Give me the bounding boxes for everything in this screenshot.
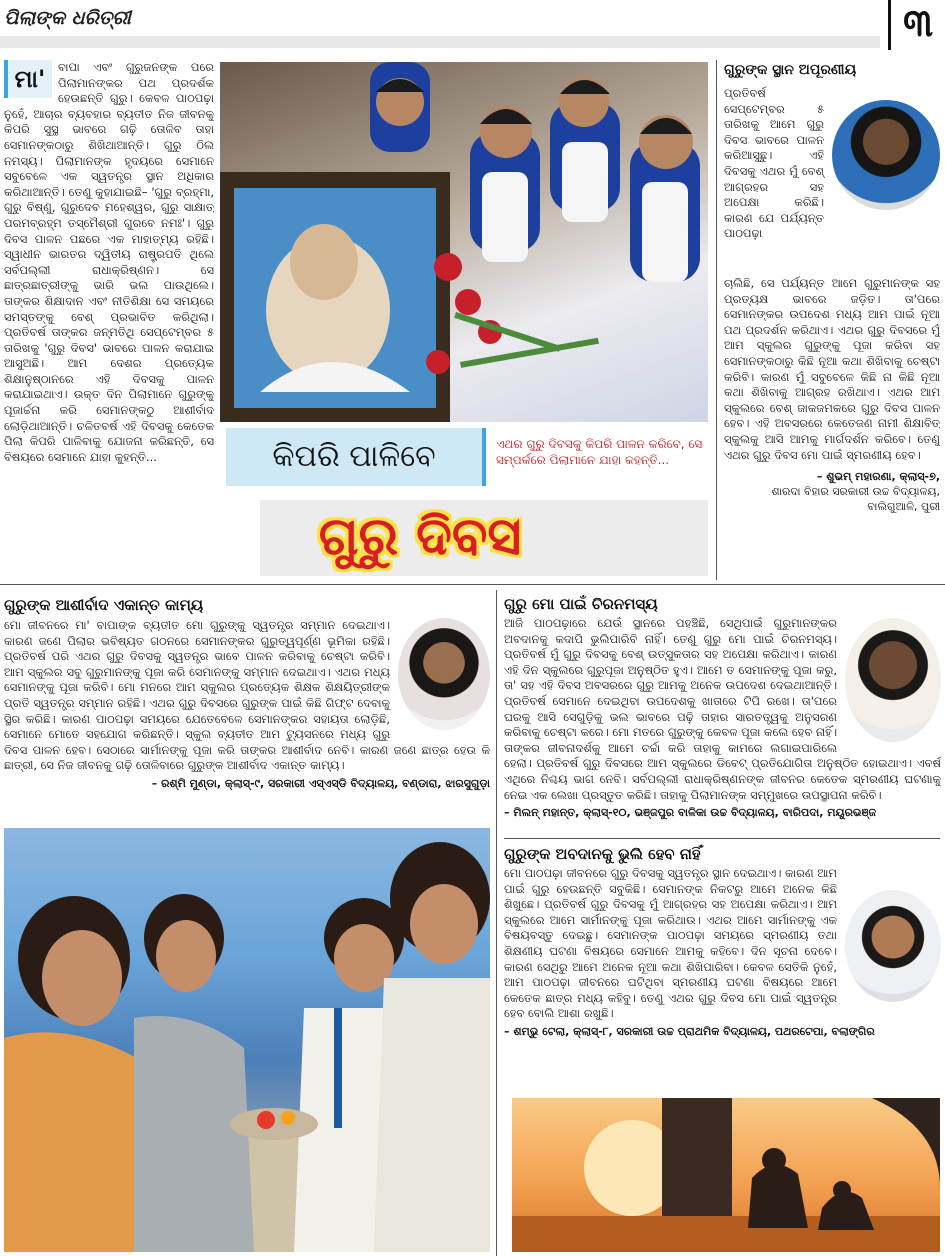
section-rule	[0, 584, 945, 585]
article-4-byline: – ଶମ୍ଭୁ ଟେଲା, କ୍ଲାସ୍-୮, ସରକାରୀ ଉଚ୍ଚ ପ୍ରାଥମିକ ବିଦ୍ୟାଳୟ, ପଥରଟେପା, ବଲାଙ୍ଗିର	[504, 1024, 875, 1038]
article-3-headline: ଗୁରୁ ମୋ ପାଇଁ ଚିରନମସ୍ୟ	[504, 595, 658, 613]
header-divider	[888, 0, 891, 50]
article-3-byline: – ମିଲନ୍ ମହାନ୍ତ, କ୍ଲାସ୍-୧୦, ଭଞ୍ଜପୁର ବାଳିକା ଉଚ୍ଚ ବିଦ୍ୟାଳୟ, ବାରିପଦା, ମୟୂରଭଞ୍ଜ	[504, 806, 877, 820]
article-2-body: ମୋ ଜୀବନରେ ମା' ବାପାଙ୍କ ବ୍ୟତୀତ ମୋ ଗୁରୁଙ୍କୁ ସ୍ୱତନ୍ତ୍ର ସମ୍ମାନ ଦେଇଥାଏ। କାରଣ ଜଣେ ପିଲାର ଭବିଷ୍ୟତ ଗଠନରେ ସେମାନଙ୍କର ଗୁରୁତ୍ୱପୂର୍ଣ୍ଣ ଭୂମିକା ରହିଛି। ପ୍ରତିବର୍ଷ ପରି ଏଥର ଗୁରୁ ଦିବସକୁ ସ୍ୱତନ୍ତ୍ର ଭାବେ ପାଳନ କରିବାକୁ ଚେଷ୍ଟା କରିବି। ଆମ ସ୍କୁଲର ସବୁ ଗୁରୁମାନଙ୍କୁ ପୂଜା କରି ସେମାନଙ୍କୁ ସମ୍ମାନ ଦେଇଥାଏ। ଏଥର ମଧ୍ୟ ସେମାନଙ୍କୁ ପୂଜା କରିବି। ମୋ ମନରେ ଆମ ସ୍କୁଲର ପ୍ରତ୍ୟେକ ଶିକ୍ଷକ ଶିକ୍ଷୟିତ୍ରୀଙ୍କ ପ୍ରତି ସ୍ୱତନ୍ତ୍ର ସମ୍ମାନ ରହିଛି। ଏଥର ଗୁରୁ ଦିବସରେ ଗୁରୁଙ୍କ ପାଇଁ କିଛି ଗିଫ୍ଟ ଦେବାକୁ ସ୍ଥିର କରିଛି। କାରଣ ପାଠପଢ଼ା ସମୟରେ ଯେତେବେଳେ ସେମାନଙ୍କର ସହାୟତା ଲୋଡ଼ିଛି, ସେମାନେ ମୋତେ ସହଯୋଗ କରିଛନ୍ତି। ସ୍କୁଲ ବ୍ୟତୀତ ଆମ ଟ୍ୟୁସନରେ ମଧ୍ୟ ଗୁରୁ ଦିବସ ପାଳନ ହେବ। ସେଠାରେ ସାର୍ମାନଙ୍କୁ ପୂଜା କରି ତାଙ୍କର ଆଶୀର୍ବାଦ ନେବି। କାରଣ ଜଣେ ଛାତ୍ର ହେଉ କି ଛାତ୍ରୀ, ସେ ନିଜ ଜୀବନକୁ ଗଢ଼ି ତୋଳିବାରେ ଗୁରୁଙ୍କ ଆଶୀର୍ବାଦ ଏକାନ୍ତ କାମ୍ୟ।	[4, 618, 490, 773]
article-2-portrait	[398, 618, 490, 730]
article-2-byline: – ରଶ୍ମି ମୁଣ୍ଡା, କ୍ଲାସ୍-୯, ସରକାରୀ ଏସ୍‌ଏସ୍‌ଡି ବିଦ୍ୟାଳୟ, ବଣ୍ଡାରା, ଝାରସୁଗୁଡ଼ା	[151, 776, 490, 790]
article-4-body: ମୋ ପାଠପଢ଼ା ଜୀବନରେ ଗୁରୁ ଦିବସକୁ ସ୍ୱତନ୍ତ୍ର ସ୍ଥାନ ଦେଇଥାଏ। କାରଣ ଆମ ପାଇଁ ଗୁରୁ ହେଉଛନ୍ତି ସବୁକିଛି। ସେମାନଙ୍କ ନିକଟରୁ ଆମେ ଅନେକ କିଛି ଶିଖୁଛେ। ପ୍ରତିବର୍ଷ ଗୁରୁ ଦିବସକୁ ମୁଁ ଆଗ୍ରହର ସହ ଅପେକ୍ଷା କରିଥାଏ। ଆମ ସ୍କୁଲରେ ଆମେ ସାର୍ମାନଙ୍କୁ ପୂଜା କରିଥାଉ। ଏଥର ଆମେ ସାର୍ମାନଙ୍କୁ ଏକ ବିଷୟବସ୍ତୁ ଦେଇଛୁ। ସେମାନଙ୍କ ପାଠପଢ଼ା ସମୟରେ ସ୍ମରଣୀୟ ତଥା ଶିକ୍ଷଣୀୟ ଘଟଣା ବିଷୟରେ ସେମାନେ ଆମକୁ କହିବେ। ଦିନ ସୂଚନା ଦେବେ। କାରଣ ସେଥିରୁ ଆମେ ଅନେକ ନୂଆ କଥା ଶିଖିପାରିବା। କେବଳ ସେତିକି ନୁହେଁ, ଆମ ପାଠପଢ଼ା ଜୀବନରେ ଘଟିଥିବା ସ୍ମରଣୀୟ ଘଟଣା ବିଷୟରେ ଆମେ କେତେକ ଛାତ୍ର ମଧ୍ୟ କହିବୁ। ତେଣୁ ଏଥର ଗୁରୁ ଦିବସ ମୋ ପାଇଁ ସ୍ୱତନ୍ତ୍ର ହେବ ବୋଲି ଆଶା ରଖୁଛି।	[504, 866, 837, 1021]
lead-photo	[220, 62, 708, 422]
column-rule-2	[496, 590, 497, 1256]
article-4-headline: ଗୁରୁଙ୍କ ଅବଦାନକୁ ଭୁଲି ହେବ ନାହିଁ	[504, 845, 701, 863]
article-1-portrait	[832, 100, 940, 210]
dropcap: ମା'	[14, 65, 46, 93]
feature-kicker-box	[226, 428, 486, 486]
guru-disciple-silhouette-icon	[512, 1098, 940, 1252]
children-offering-flowers-icon	[220, 62, 708, 422]
feature-kicker: କିପରି ପାଳିବେ	[272, 439, 436, 474]
article-1-headline: ଗୁରୁଙ୍କ ସ୍ଥାନ ଅପୂରଣୀୟ	[724, 62, 857, 78]
article-2-headline: ଗୁରୁଙ୍କ ଆଶୀର୍ବାଦ ଏକାନ୍ତ କାମ୍ୟ	[4, 596, 204, 614]
section-title: ପିଲାଙ୍କ ଧରିତ୍ରୀ	[4, 7, 131, 29]
header-band	[0, 36, 880, 48]
article-3-portrait	[845, 618, 941, 742]
page-header	[0, 0, 945, 50]
article-4	[504, 842, 941, 1072]
students-worshipping-teacher-icon	[4, 828, 490, 1252]
article-1	[724, 58, 940, 582]
article-1-byline-detail: ଶାରଦା ବିହାର ସରକାରୀ ଉଚ୍ଚ ବିଦ୍ୟାଳୟ, ବାଲିଗୁଆଳି, ପୁରୀ	[771, 485, 940, 514]
article-1-body: ଚାଲିଛି, ସେ ପର୍ଯ୍ୟନ୍ତ ଆମେ ଗୁରୁମାନଙ୍କ ସହ ପ୍ରତ୍ୟକ୍ଷ ଭାବରେ ଜଡ଼ିତ। ତା'ପରେ ସେମାନଙ୍କର ଉପଦେଶ ମଧ୍ୟ ଆମ ପାଇଁ ନୂଆ ପଥ ପ୍ରଦର୍ଶନ କରିଥାଏ। ଏଥର ଗୁରୁ ଦିବସରେ ମୁଁ ଆମ ସ୍କୁଲର ଗୁରୁଙ୍କୁ ପୂଜା କରିବା ସହ ସେମାନଙ୍କଠାରୁ କିଛି ନୂଆ କଥା ଶିଖିବାକୁ ଚେଷ୍ଟା କରିବି। କାରଣ ମୁଁ ସବୁବେଳେ କିଛି ନା କିଛି ନୂଆ କଥା ଶିଖିବାକୁ ଆଗ୍ରହ ରଖିଥାଏ। ଏଥର ଆମ ସ୍କୁଲରେ ବେଶ୍ ଜାକଜମକରେ ଗୁରୁ ଦିବସ ପାଳନ ହେବ। ଏହି ଅବସରରେ କେତେଜଣ ନାମୀ ଶିକ୍ଷାବିତ୍ ସ୍କୁଲକୁ ଆସି ଆମକୁ ମାର୍ଗଦର୍ଶନ କରିବେ। ତେଣୁ ଏଥର ଗୁରୁ ଦିବସ ମୋ ପାଇଁ ସ୍ମରଣୀୟ ହେବ।	[724, 276, 940, 462]
dropcap-box	[4, 60, 52, 98]
tuition-photo	[4, 828, 490, 1252]
article-3-body: ଆଜି ପାଠପଢ଼ାରେ ଯେଉଁ ସ୍ଥାନରେ ପହଞ୍ଚିଛି, ସେଥିପାଇଁ ଗୁରୁମାନଙ୍କର ଅବଦାନକୁ କଦାପି ଭୁଲିପାରିବି ନାହିଁ। ତେଣୁ ଗୁରୁ ମୋ ପାଇଁ ଚିରନମସ୍ୟ। ପ୍ରତିବର୍ଷ ମୁଁ ଗୁରୁ ଦିବସକୁ ବେଶ୍ ଉତ୍ସୁକତାର ସହ ଅପେକ୍ଷା କରିଥାଏ। କାରଣ ଏହି ଦିନ ସ୍କୁଲରେ ଗୁରୁପୂଜା ଅନୁଷ୍ଠିତ ହୁଏ। ଆମେ ତ ସେମାନଙ୍କୁ ପୂଜା କରୁ, ତା' ସହ ଏହି ଦିବସ ଅବସରରେ ଗୁରୁ ଆମକୁ ଅନେକ ଉପଦେଶ ଦେଇଥାଆନ୍ତି। ପ୍ରତିବର୍ଷ ସେମାନେ ଦେଇଥିବା ଉପଦେଶକୁ ଖାତାରେ ଟିପି ରଖେ। ତା'ପରେ ଘରକୁ ଆସି ସେଗୁଡ଼ିକୁ ଭଲ ଭାବରେ ପଢ଼ି ତାହାର ସାରତତ୍ତ୍ୱକୁ ଅନୁସରଣ କରିବାକୁ ଚେଷ୍ଟା କରେ। ମୋ ମତରେ ଗୁରୁଙ୍କୁ କେବଳ ପୂଜା କଲେ ହେବ ନାହିଁ। ତାଙ୍କର ଜୀବନାଦର୍ଶକୁ ଆମେ ଚର୍ଚ୍ଚା କରି ତାହାକୁ କାମରେ ଲଗାଇପାରିଲେ ହେଲା। ପ୍ରତିବର୍ଷ ଗୁରୁ ଦିବସରେ ଆମ ସ୍କୁଲରେ ଡିବେଟ୍ ପ୍ରତିଯୋଗିତା ଅନୁଷ୍ଠିତ ହୋଇଥାଏ। ଏବର୍ଷ ଏଥିରେ ନିଶ୍ଚୟ ଭାଗ ନେବି। ସର୍ବପଲ୍ଲୀ ରାଧାକ୍ରିଷ୍ଣନଙ୍କ ଜୀବନର କେତେକ ସ୍ମରଣୀୟ ଘଟଣାକୁ ନେଇ ଏକ ଲେଖା ପ୍ରସ୍ତୁତ କରିଛି। ତାହାକୁ ପିଲାମାନଙ୍କ ସମ୍ମୁଖରେ ଉପସ୍ଥାପନା କରିବି।	[504, 616, 941, 802]
column-rule	[716, 60, 717, 580]
guru-illustration	[512, 1098, 940, 1252]
article-4-portrait	[845, 890, 941, 1002]
lead-body: ବାପା ଏବଂ ଗୁରୁଜନଙ୍କ ପରେ ପିଲାମାନଙ୍କର ପଥ ପ୍ରଦର୍ଶକ ହେଉଛନ୍ତି ଗୁରୁ। କେବଳ ପାଠପଢ଼ା ନୁହେଁ, ଆଚାର ବ୍ୟବହାର ବ୍ୟତୀତ ନିଜ ଜୀବନକୁ କିପରି ସୁସ୍ଥ ଭାବରେ ଗଢ଼ି ତୋଳିବ ତାହା ସେମାନଙ୍କଠାରୁ ଶିଖିଥାଆନ୍ତି। ଗୁରୁ ଠିଲ ନମସ୍ୟ। ପିଲାମାନଙ୍କ ହୃଦୟରେ ସେମାନେ ସବୁବେଳେ ଏକ ସ୍ୱତନ୍ତ୍ର ସ୍ଥାନ ଅଧିକାର କରିଥାଆନ୍ତି। ତେଣୁ କୁହାଯାଇଛି– 'ଗୁରୁ ବ୍ରହ୍ମା, ଗୁରୁ ବିଷ୍ଣୁ, ଗୁରୁଦେବ ମହେଶ୍ୱର, ଗୁରୁ ସାକ୍ଷାତ୍ ପରମବ୍ରହ୍ମ ତସ୍ମୈଶ୍ରୀ ଗୁରବେ ନମଃ'। ଗୁରୁ ଦିବସ ପାଳନ ପଛରେ ଏକ ମାହାତ୍ମ୍ୟ ରହିଛି। ସ୍ୱାଧୀନ ଭାରତର ଦ୍ୱିତୀୟ ରାଷ୍ଟ୍ରପତି ଥିଲେ ସର୍ବପଲ୍ଲୀ ରାଧାକ୍ରିଷ୍ଣନ। ସେ ଛାତ୍ରଛାତ୍ରୀଙ୍କୁ ଭାରି ଭଲ ପାଉଥିଲେ। ତାଙ୍କର ଶିକ୍ଷାଦାନ ଏବଂ ନୀତିଶିକ୍ଷା ସେ ସମୟରେ ସମସ୍ତଙ୍କୁ ବେଶ୍ ପ୍ରଭାବିତ କରିଥିଲା। ପ୍ରତିବର୍ଷ ତାଙ୍କର ଜନ୍ମତିଥି ସେପ୍ଟେମ୍ବର ୫ ତାରିଖକୁ 'ଗୁରୁ ଦିବସ' ଭାବରେ ପାଳନ କରାଯାଇ ଆସୁଅଛି। ଆମ ଦେଶର ପ୍ରତ୍ୟେକ ଶିକ୍ଷାନୁଷ୍ଠାନରେ ଏହି ଦିବସକୁ ପାଳନ କରାଯାଇଥାଏ। ଉକ୍ତ ଦିନ ପିଲାମାନେ ଗୁରୁଙ୍କୁ ପୂଜାର୍ଚ୍ଚନା କରି ସେମାନଙ୍କଠୁ ଆଶୀର୍ବାଦ ଲୋଡ଼ିଥାଆନ୍ତି। ଚଳିତବର୍ଷ ଏହି ଦିବସକୁ କେତେକ ପିଲା କିପରି ପାଳିବାକୁ ଯୋଜନା କରିଛନ୍ତି, ସେ ବିଷୟରେ ସେମାନେ ଯାହା କୁହନ୍ତି...	[4, 60, 214, 464]
article-3	[504, 592, 941, 834]
page-number: ୩	[903, 1, 933, 45]
lead-article	[4, 60, 214, 580]
section-rule-2	[504, 838, 940, 839]
feature-intro: ଏଥର ଗୁରୁ ଦିବସକୁ କିପରି ପାଳନ କରିବେ, ସେ ସମ୍ପର୍କରେ ପିଲାମାନେ ଯାହା କହନ୍ତି...	[496, 437, 703, 467]
article-1-byline-name: – ଶୁଭମ୍ ମହାରଣା, କ୍ଲାସ୍-୭,	[816, 470, 940, 484]
article-2	[4, 592, 490, 808]
feature-title: ଗୁରୁ ଦିବସ	[318, 507, 522, 567]
article-1-body-narrow: ପ୍ରତିବର୍ଷ ସେପ୍ଟେମ୍ବର ୫ ତାରିଖକୁ ଆମେ ଗୁରୁ ଦିବସ ଭାବରେ ପାଳନ କରିଆସୁଛୁ। ଏହି ଦିବସକୁ ଏଥର ମୁଁ ବେଶ୍ ଆଗ୍ରହର ସହ ଅପେକ୍ଷା କରିଛି। କାରଣ ଯେ ପର୍ଯ୍ୟନ୍ତ ପାଠପଢ଼ା	[724, 86, 824, 241]
